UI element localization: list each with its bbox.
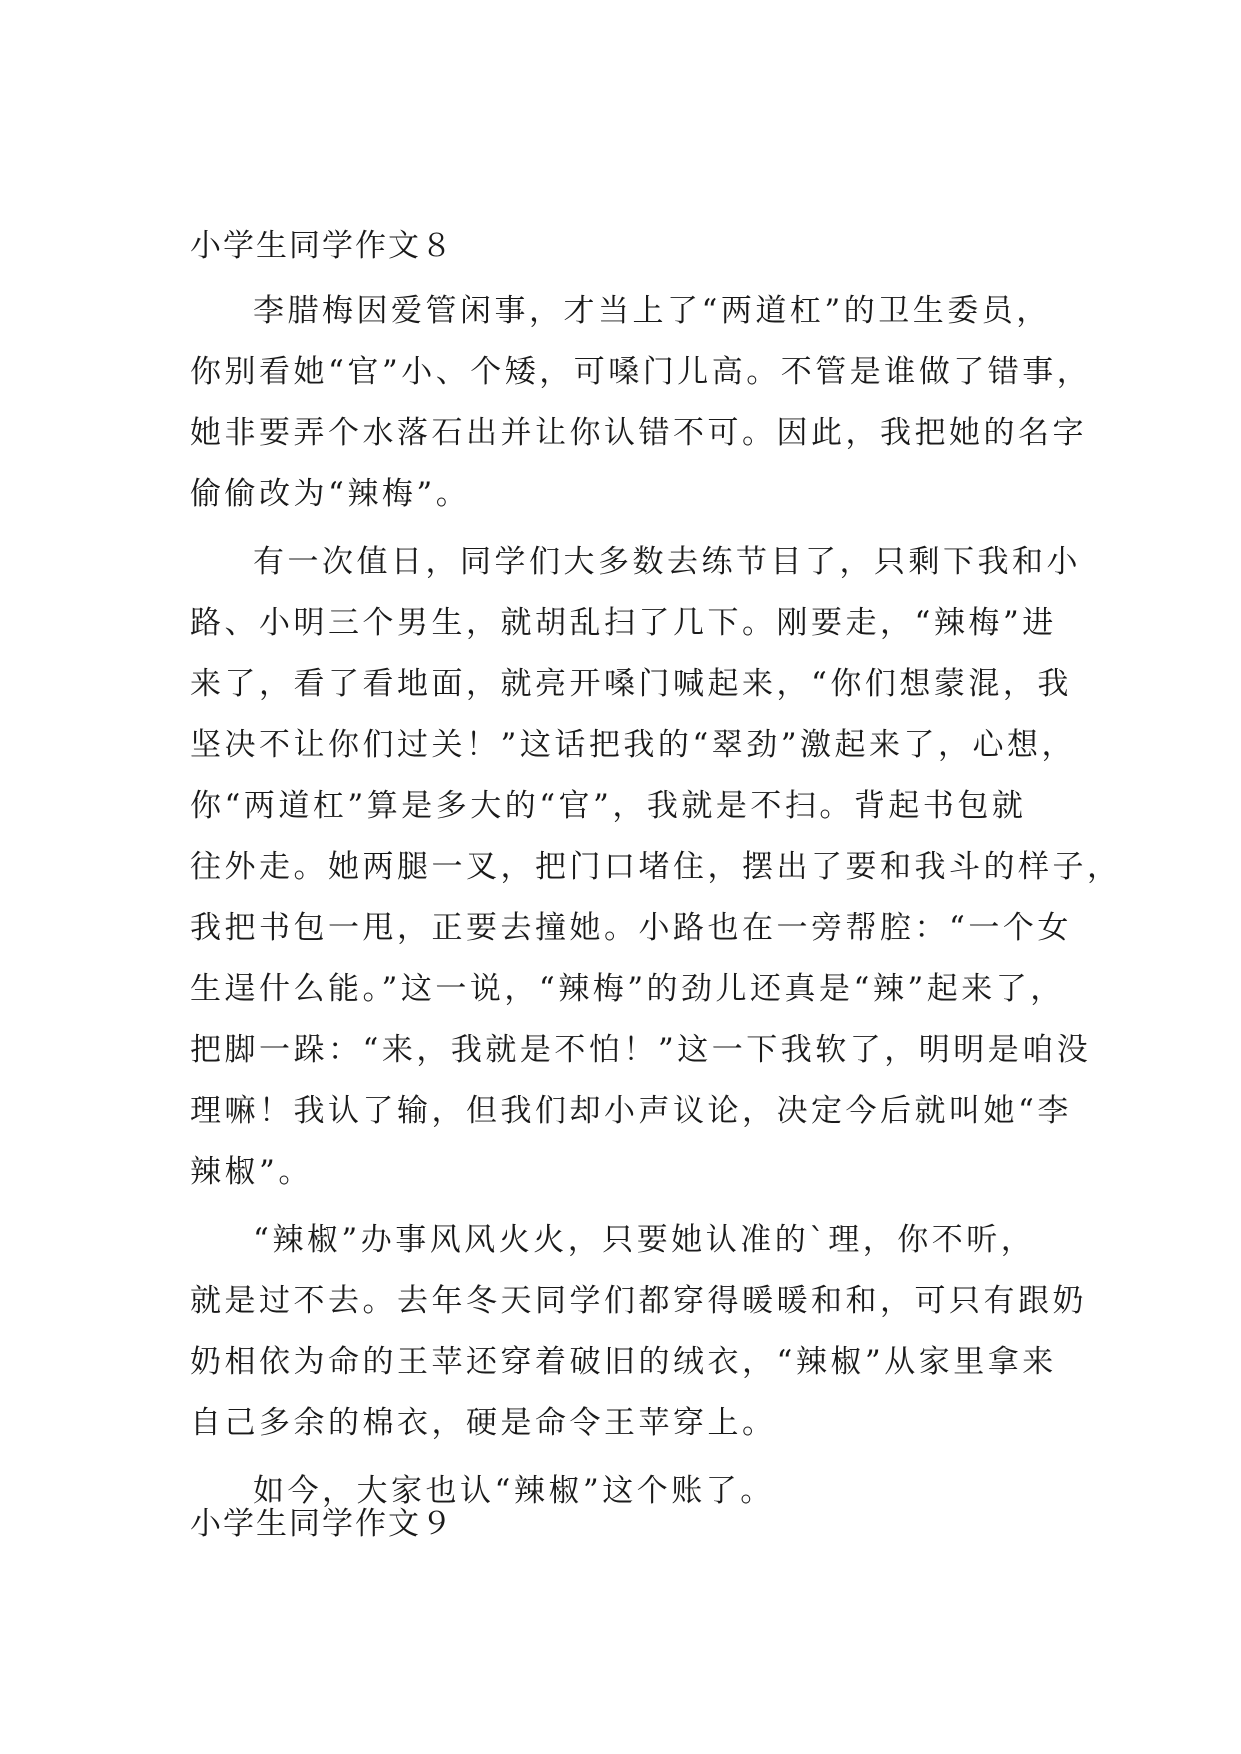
paragraph-line: 生逞什么能。”这一说，“辣梅”的劲儿还真是“辣”起来了， [190,971,1065,1007]
paragraph-line: 辣椒”。 [190,1154,313,1190]
paragraph-1 [190,281,1092,525]
paragraph-line: “辣椒”办事风风火火，只要她认准的`理，你不听， [253,1222,1036,1258]
paragraph-line: 路、小明三个男生，就胡乱扫了几下。刚要走，“辣梅”进 [190,605,1057,641]
paragraph-line: 李腊梅因爱管闲事，才当上了“两道杠”的卫生委员， [253,293,1051,329]
paragraph-line: 如今，大家也认“辣椒”这个账了。 [253,1473,775,1509]
paragraph-line: 偷偷改为“辣梅”。 [190,476,471,512]
paragraph-line: 奶相依为命的王苹还穿着破旧的绒衣，“辣椒”从家里拿来 [190,1344,1057,1380]
paragraph-line: 把脚一跺：“来，我就是不怕！”这一下我软了，明明是咱没 [190,1032,1092,1068]
paragraph-line: 你“两道杠”算是多大的“官”，我就是不扫。背起书包就 [190,788,1027,824]
paragraph-2 [190,532,1122,1203]
paragraph-line: 就是过不去。去年冬天同学们都穿得暖暖和和，可只有跟奶 [190,1283,1087,1319]
paragraph-line: 自己多余的棉衣，硬是命令王苹穿上。 [190,1405,777,1441]
paragraph-line: 我把书包一甩，正要去撞她。小路也在一旁帮腔：“一个女 [190,910,1072,946]
essay-8-body [190,281,1122,1522]
paragraph-line: 往外走。她两腿一叉，把门口堵住，摆出了要和我斗的样子， [190,849,1122,885]
paragraph-line: 她非要弄个水落石出并让你认错不可。因此，我把她的名字 [190,415,1087,451]
paragraph-line: 你别看她“官”小、个矮，可嗓门儿高。不管是谁做了错事， [190,354,1092,390]
paragraph-line: 有一次值日，同学们大多数去练节目了，只剩下我和小 [253,544,1081,580]
essay-8-heading: 小学生同学作文８ [190,228,454,264]
paragraph-3 [190,1210,1087,1454]
essay-9-heading: 小学生同学作文９ [190,1506,454,1542]
paragraph-line: 理嘛！我认了输，但我们却小声议论，决定今后就叫她“李 [190,1093,1072,1129]
paragraph-line: 坚决不让你们过关！”这话把我的“翠劲”激起来了，心想， [190,727,1077,763]
paragraph-line: 来了，看了看地面，就亮开嗓门喊起来，“你们想蒙混，我 [190,666,1072,702]
